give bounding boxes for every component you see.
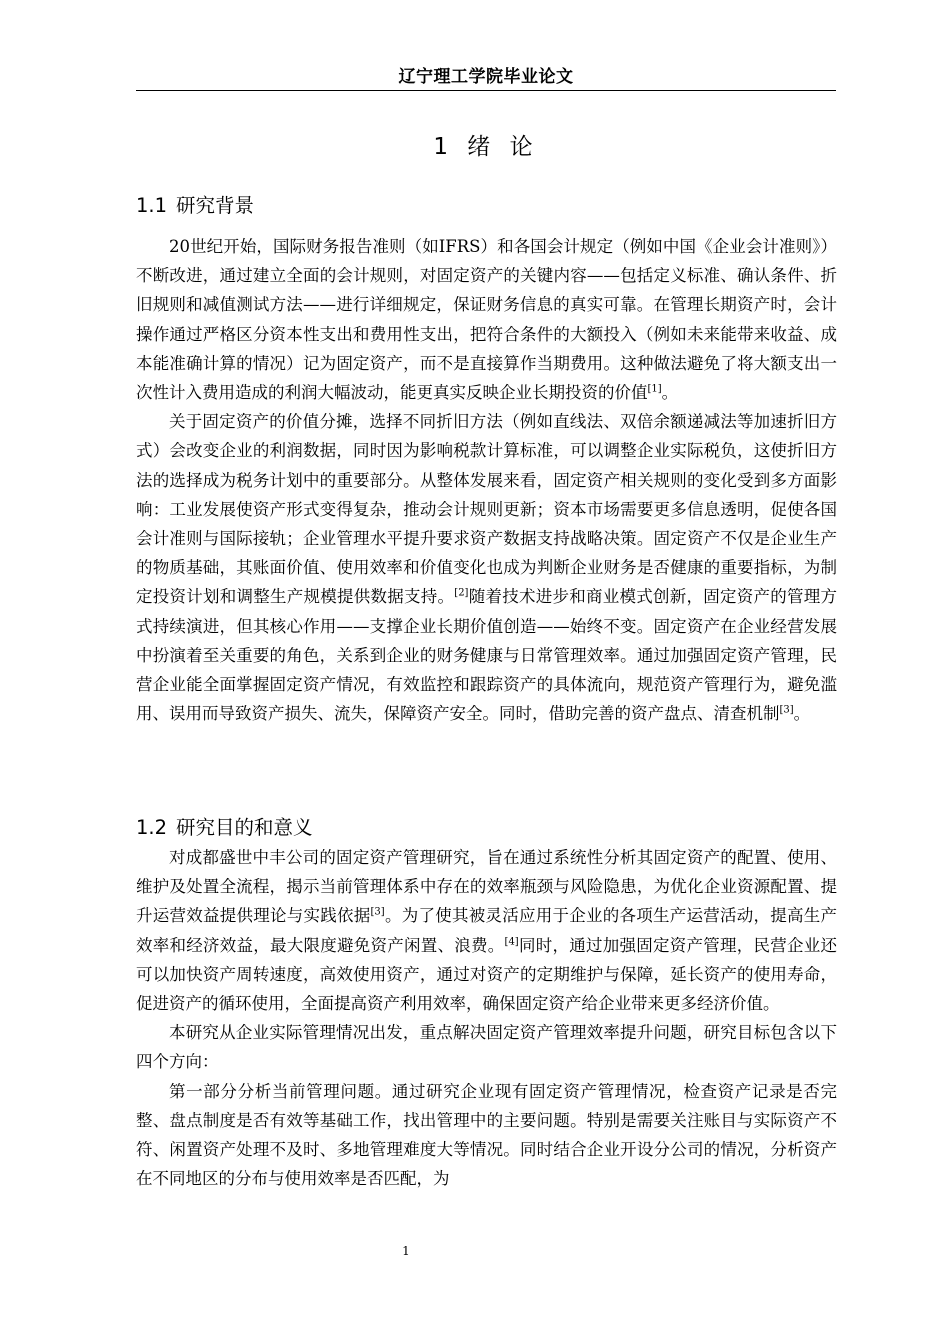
paragraph-text: 关于固定资产的价值分摊，选择不同折旧方法（例如直线法、双倍余额递减法等加速折旧方式）会改变企业的利润数据，同时因为影响税款计算标准，可以调整企业实际税负，这使折旧方法的选择成为税务计划中的重要部分。从整体发展来看，固定资产相关规则的变化受到多方面影响：工业发展使资产形式变得复杂，推动会计规则更新；资本市场需要更多信息透明，促使各国会计准则与国际接轨；企业管理水平提升要求资产数据支持战略决策。固定资产不仅是企业生产的物质基础，其账面价值、使用效率和价值变化也成为判断企业财务是否健康的重要指标，为制定投资计划和调整生产规模提供数据支持。 (136, 412, 837, 607)
paragraph-text: 20世纪开始，国际财务报告准则（如IFRS）和各国会计规定（例如中国《企业会计准则》）不断改进，通过建立全面的会计规则，对固定资产的关键内容——包括定义标准、确认条件、折旧规则和减值测试方法——进行详细规定，保证财务信息的真实可靠。在管理长期资产时，会计操作通过严格区分资本性支出和费用性支出，把符合条件的大额投入（例如未来能带来收益、成本能准确计算的情况）记为固定资产，而不是直接算作当期费用。这种做法避免了将大额支出一次性计入费用造成的利润大幅波动，能更真实反映企业长期投资的价值 (136, 237, 837, 403)
header-divider (136, 90, 836, 91)
citation: [3] (779, 704, 794, 716)
section-title: 研究背景 (176, 194, 255, 217)
paragraph (136, 232, 837, 407)
paragraph (136, 1018, 837, 1076)
paragraph-text: 本研究从企业实际管理情况出发，重点解决固定资产管理效率提升问题，研究目标包含以下四个方向： (136, 1023, 837, 1072)
paragraph (136, 407, 837, 728)
paragraph-text: 同时，通过加强固定资产管理，民营企业还可以加快资产周转速度，高效使用资产，通过对资产的定期维护与保障，延长资产的使用寿命，促进资产的循环使用，全面提高资产利用效率，确保固定资产给企业带来更多经济价值。 (136, 935, 838, 1014)
citation: [4] (504, 936, 519, 948)
section-heading-1-1 (136, 190, 254, 218)
paragraph-text: 随着技术进步和商业模式创新，固定资产的管理方式持续演进，但其核心作用——支撑企业长期价值创造——始终不变。固定资产在企业经营发展中扮演着至关重要的角色，关系到企业的财务健康与日常管理效率。通过加强固定资产管理，民营企业能全面掌握固定资产情况，有效监控和跟踪资产的具体流向，规范资产管理行为，避免滥用、误用而导致资产损失、流失，保障资产安全。同时，借助完善的资产盘点、清查机制 (136, 587, 838, 724)
paragraph-text: 对成都盛世中丰公司的固定资产管理研究，旨在通过系统性分析其固定资产的配置、使用、维护及处置全流程，揭示当前管理体系中存在的效率瓶颈与风险隐患，为优化企业资源配置、提升运营效益提供理论与实践依据 (136, 848, 837, 926)
citation: [3] (370, 906, 385, 918)
paragraph-text: 。为了使其被灵活应用于企业的各项生产运营活动，提高生产效率和经济效益，最大限度避免资产闲置、浪费。 (136, 906, 838, 955)
section-title: 研究目的和意义 (176, 816, 313, 839)
chapter-title: 1 绪 论 (433, 134, 539, 160)
citation: [2] (454, 587, 469, 599)
citation: [1] (647, 383, 662, 395)
page-number: 1 (402, 1244, 410, 1258)
running-header: 辽宁理工学院毕业论文 (398, 67, 574, 87)
section-heading-1-2 (136, 812, 313, 840)
paragraph-end: 。 (661, 383, 679, 403)
section-1-1-body (136, 232, 837, 728)
section-number: 1.1 (136, 194, 168, 217)
paragraph-end: 。 (793, 704, 811, 724)
section-number: 1.2 (136, 816, 168, 839)
paragraph-text: 第一部分分析当前管理问题。通过研究企业现有固定资产管理情况，检查资产记录是否完整、盘点制度是否有效等基础工作，找出管理中的主要问题。特别是需要关注账目与实际资产不符、闲置资产处理不及时、多地管理难度大等情况。同时结合企业开设分公司的情况，分析资产在不同地区的分布与使用效率是否匹配，为 (136, 1081, 837, 1189)
paragraph (136, 843, 837, 1018)
paragraph (136, 1077, 837, 1194)
section-1-2-body (136, 843, 837, 1193)
